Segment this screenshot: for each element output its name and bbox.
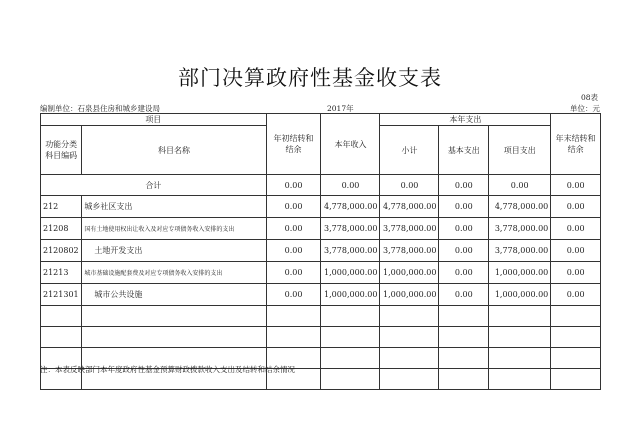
cell-basic: 0.00 xyxy=(439,262,489,284)
header-basic: 基本支出 xyxy=(439,126,489,175)
cell-carryover-end: 0.00 xyxy=(551,218,601,240)
cell-name: 城市公共设施 xyxy=(82,284,266,306)
cell-name: 土地开发支出 xyxy=(82,240,266,262)
cell-carryover-begin: 0.00 xyxy=(266,284,321,306)
empty-row xyxy=(41,306,601,327)
cell-code: 21208 xyxy=(41,218,82,240)
cell-basic: 0.00 xyxy=(439,196,489,218)
table-row xyxy=(41,240,601,262)
cell-carryover-end: 0.00 xyxy=(551,196,601,218)
cell-subtotal: 3,778,000.00 xyxy=(380,240,439,262)
cell-code: 212 xyxy=(41,196,82,218)
cell-code: 2121301 xyxy=(41,284,82,306)
cell-name: 城乡社区支出 xyxy=(82,196,266,218)
cell-carryover-begin: 0.00 xyxy=(266,262,321,284)
cell-basic: 0.00 xyxy=(439,175,489,196)
header-expense-group: 本年支出 xyxy=(380,114,551,126)
cell-project: 3,778,000.00 xyxy=(489,240,551,262)
cell-project: 0.00 xyxy=(489,175,551,196)
cell-carryover-begin: 0.00 xyxy=(266,196,321,218)
cell-project: 1,000,000.00 xyxy=(489,262,551,284)
cell-income: 4,778,000.00 xyxy=(321,196,380,218)
header-code: 功能分类 科目编码 xyxy=(41,126,82,175)
page-title: 部门决算政府性基金收支表 xyxy=(178,66,442,90)
cell-name: 城市基础设施配套费及对应专项债务收入安排的支出 xyxy=(82,262,266,284)
fund-table xyxy=(40,113,601,390)
empty-row xyxy=(41,327,601,348)
cell-subtotal: 4,778,000.00 xyxy=(380,196,439,218)
header-name: 科目名称 xyxy=(82,126,266,175)
cell-subtotal: 1,000,000.00 xyxy=(380,262,439,284)
cell-income: 3,778,000.00 xyxy=(321,218,380,240)
cell-project: 1,000,000.00 xyxy=(489,284,551,306)
header-subtotal: 小计 xyxy=(380,126,439,175)
header-income: 本年收入 xyxy=(321,114,380,175)
cell-carryover-end: 0.00 xyxy=(551,175,601,196)
footnote: 注：本表反映部门本年度政府性基金预算财政拨款收入支出及结转和结余情况 xyxy=(40,365,295,374)
cell-income: 3,778,000.00 xyxy=(321,240,380,262)
total-label: 合计 xyxy=(41,175,267,196)
reporting-unit: 编制单位：石泉县住房和城乡建设局 xyxy=(40,104,160,113)
cell-carryover-begin: 0.00 xyxy=(266,218,321,240)
header-item: 项目 xyxy=(41,114,267,126)
table-row xyxy=(41,196,601,218)
meta-row xyxy=(40,103,600,113)
total-row xyxy=(41,175,601,196)
cell-carryover-end: 0.00 xyxy=(551,284,601,306)
form-number: 08表 xyxy=(580,93,598,102)
cell-code: 2120802 xyxy=(41,240,82,262)
cell-basic: 0.00 xyxy=(439,284,489,306)
cell-subtotal: 0.00 xyxy=(380,175,439,196)
header-carryover-end: 年末结转和 结余 xyxy=(551,114,601,175)
cell-project: 4,778,000.00 xyxy=(489,196,551,218)
report-year: 2017年 xyxy=(327,104,354,113)
table-row xyxy=(41,284,601,306)
cell-basic: 0.00 xyxy=(439,218,489,240)
cell-carryover-end: 0.00 xyxy=(551,262,601,284)
header-carryover-begin: 年初结转和 结余 xyxy=(266,114,321,175)
cell-basic: 0.00 xyxy=(439,240,489,262)
cell-income: 1,000,000.00 xyxy=(321,284,380,306)
cell-subtotal: 3,778,000.00 xyxy=(380,218,439,240)
cell-name: 国有土地使用权出让收入及对应专项债务收入安排的支出 xyxy=(82,218,266,240)
cell-carryover-end: 0.00 xyxy=(551,240,601,262)
cell-project: 3,778,000.00 xyxy=(489,218,551,240)
header-project: 项目支出 xyxy=(489,126,551,175)
cell-carryover-begin: 0.00 xyxy=(266,240,321,262)
cell-carryover-begin: 0.00 xyxy=(266,175,321,196)
cell-code: 21213 xyxy=(41,262,82,284)
cell-subtotal: 1,000,000.00 xyxy=(380,284,439,306)
table-row xyxy=(41,218,601,240)
cell-income: 0.00 xyxy=(321,175,380,196)
table-row xyxy=(41,262,601,284)
currency-unit: 单位：元 xyxy=(570,104,600,113)
cell-income: 1,000,000.00 xyxy=(321,262,380,284)
